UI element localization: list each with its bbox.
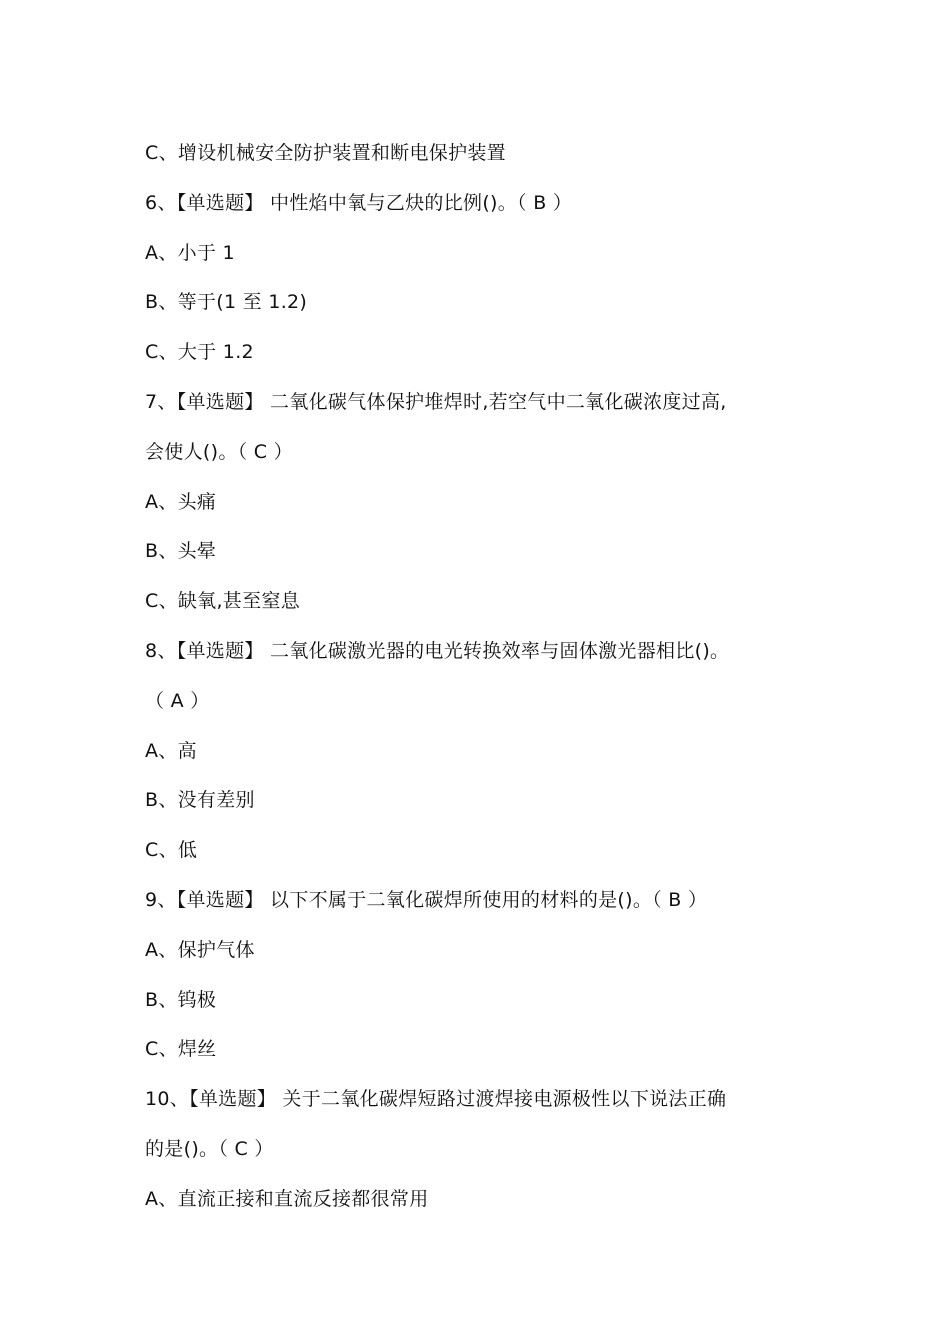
question-7: 7、【单选题】 二氧化碳气体保护堆焊时,若空气中二氧化碳浓度过高,	[145, 390, 727, 413]
option-line: A、保护气体	[145, 938, 255, 961]
option-line: B、等于(1 至 1.2)	[145, 291, 308, 314]
question-list	[145, 129, 825, 1225]
question-7-continued: 会使人()。（ C ）	[145, 440, 293, 463]
option-line: C、低	[145, 839, 198, 862]
option-line: A、高	[145, 739, 197, 762]
option-line: C、大于 1.2	[145, 341, 254, 364]
option-line: C、增设机械安全防护装置和断电保护装置	[145, 142, 506, 164]
question-8: 8、【单选题】 二氧化碳激光器的电光转换效率与固体激光器相比()。	[145, 639, 730, 662]
option-line: B、钨极	[145, 988, 217, 1011]
question-10: 10、【单选题】 关于二氧化碳焊短路过渡焊接电源极性以下说法正确	[145, 1088, 727, 1111]
question-9: 9、【单选题】 以下不属于二氧化碳焊所使用的材料的是()。（ B ）	[145, 888, 708, 911]
option-line: B、没有差别	[145, 789, 255, 812]
option-line: C、焊丝	[145, 1038, 217, 1061]
option-line: A、直流正接和直流反接都很常用	[145, 1187, 429, 1210]
option-line: A、头痛	[145, 490, 217, 513]
option-line: B、头晕	[145, 540, 217, 563]
option-line: C、缺氧,甚至窒息	[145, 590, 301, 613]
question-10-continued: 的是()。（ C ）	[145, 1137, 274, 1160]
question-6: 6、【单选题】 中性焰中氧与乙炔的比例()。（ B ）	[145, 191, 573, 214]
question-8-continued: （ A ）	[145, 689, 210, 712]
option-line: A、小于 1	[145, 241, 235, 264]
